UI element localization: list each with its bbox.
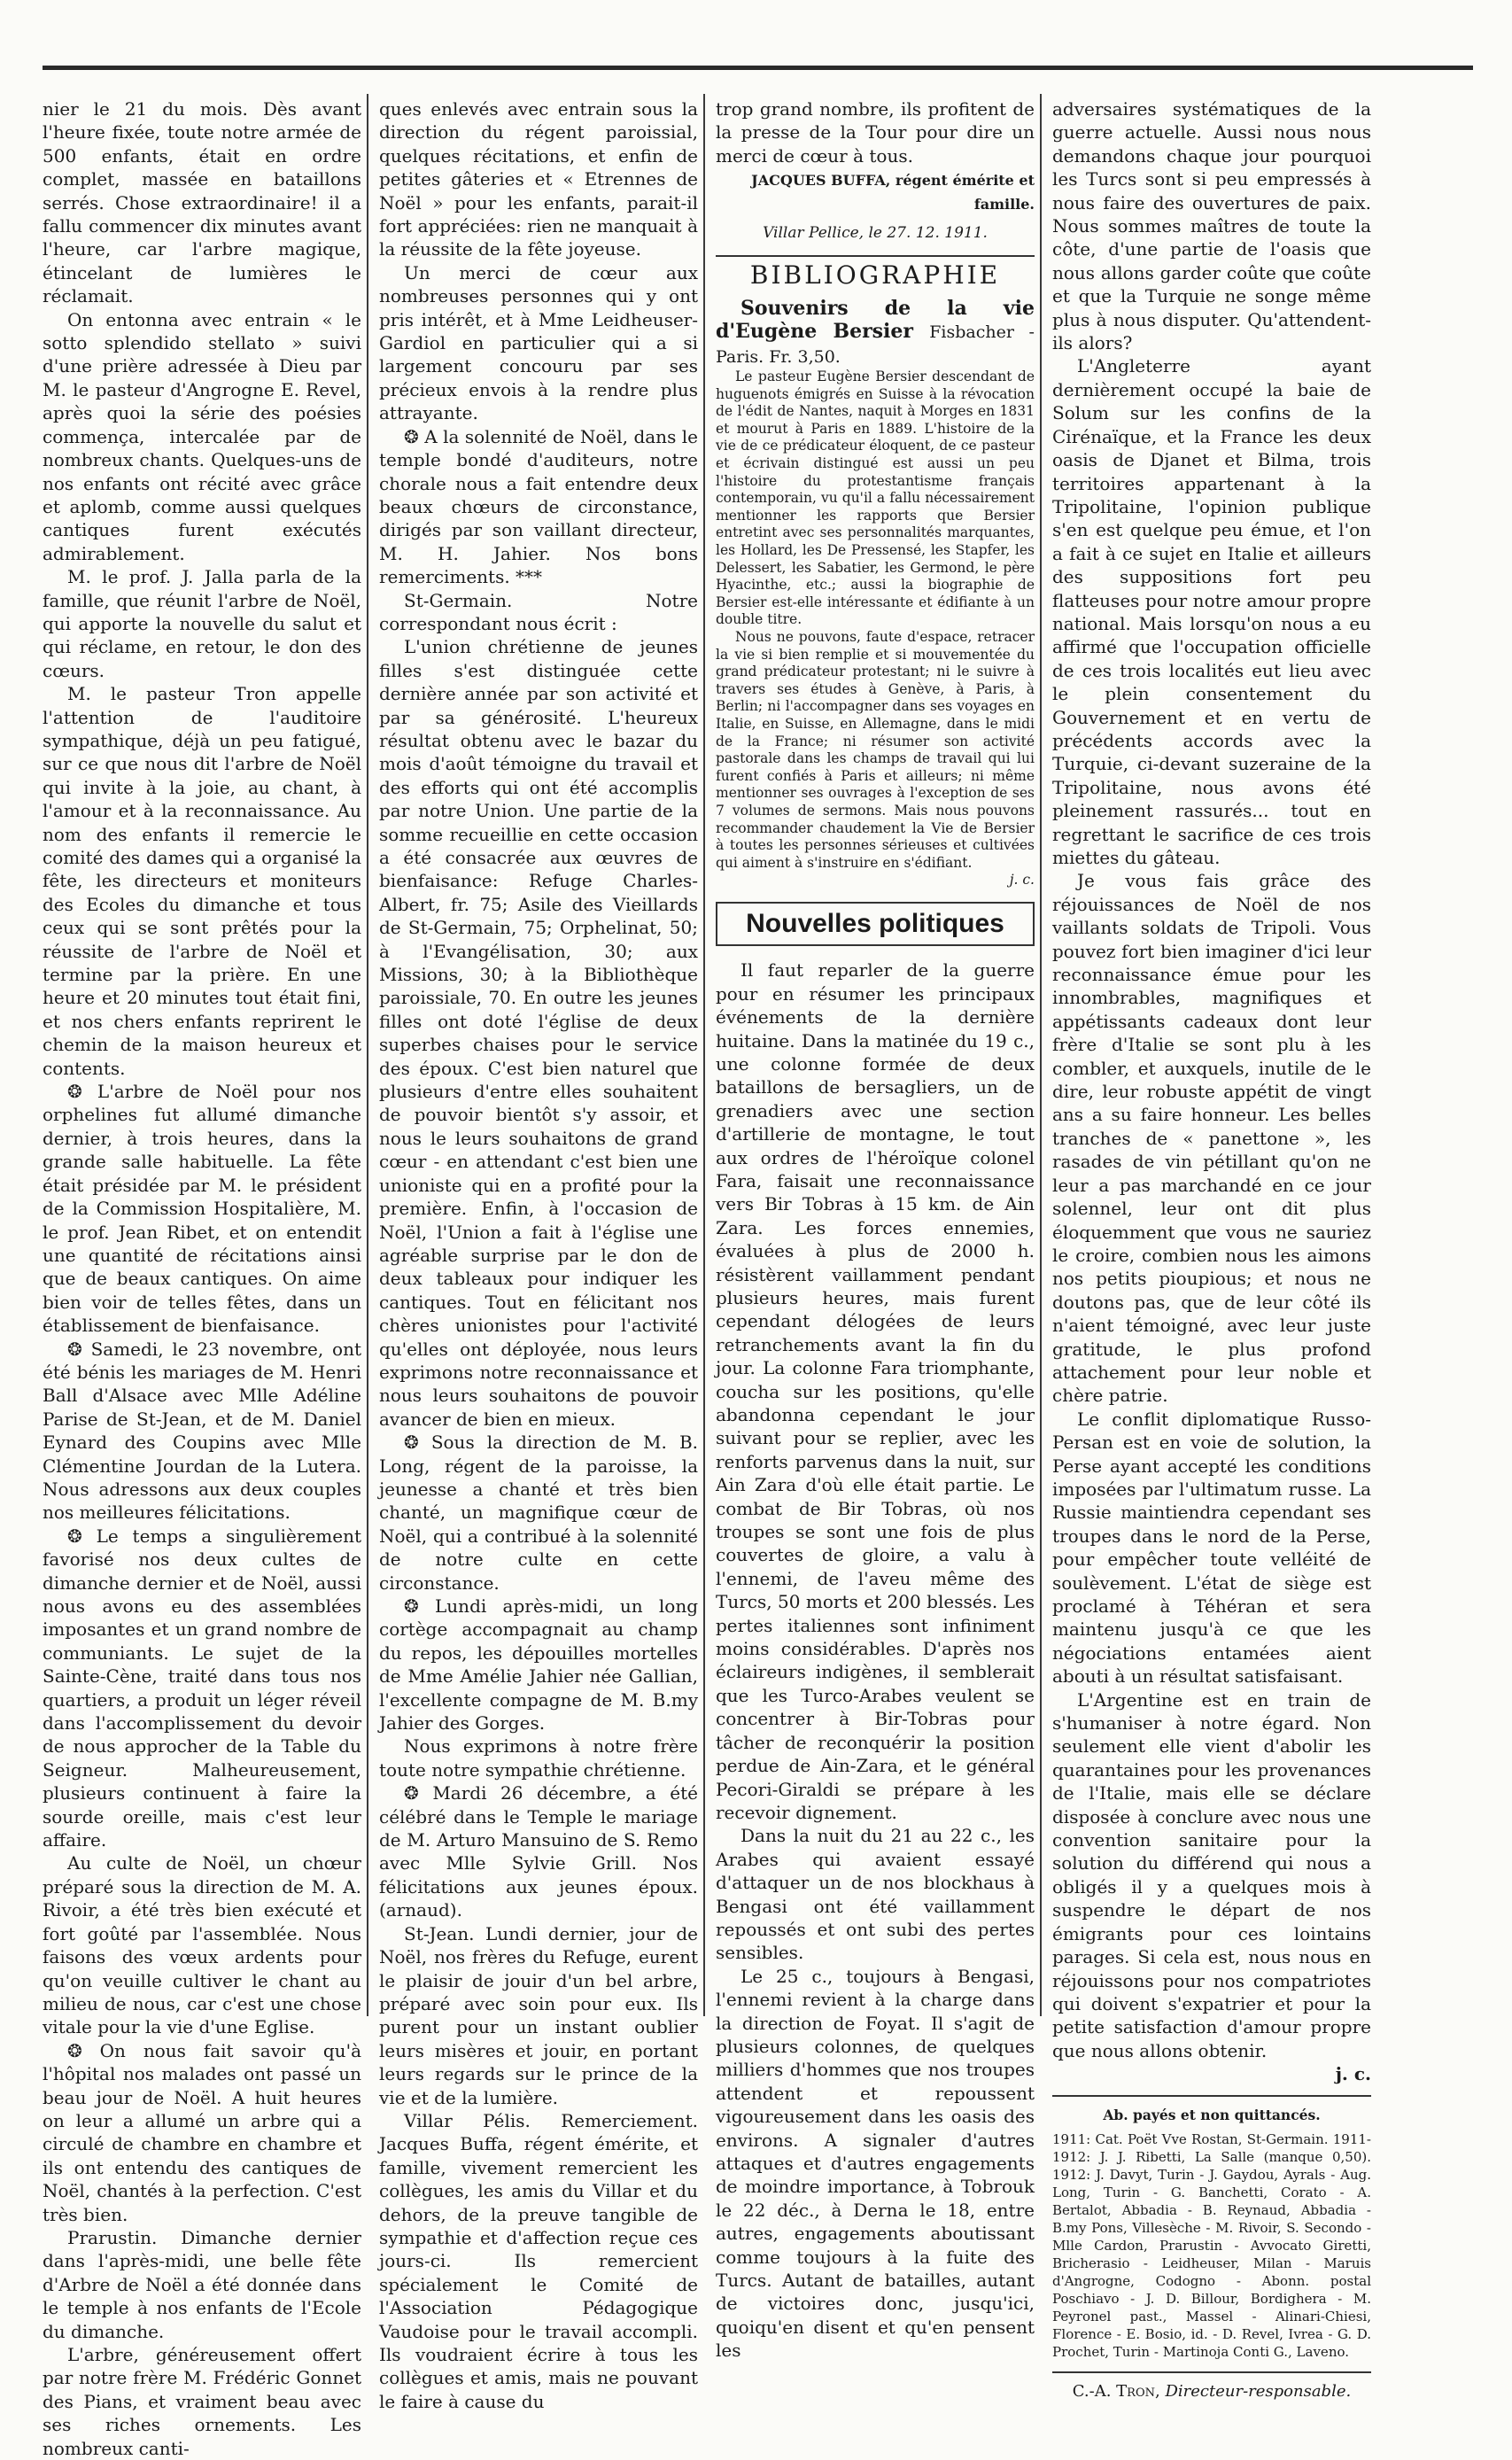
paragraph: Le 25 c., toujours à Bengasi, l'ennemi revient à la charge dans la direction de Foyat. Il s'agit de plusieurs colonnes, de quelques milliers d'hommes que nos troupes attendent et repoussent vigoureusement dans les oasis des environs. A signaler d'autres attaques et d'autres engagements de moindre importance, à Tobrouk le 22 déc., à Derna le 18, entre autres, engagements aboutissant comme toujours à la fuite des Turcs. Autant de batailles, autant de victoires donc, jusqu'ici, quoiqu'en disent et qu'en pensent les xyxy=(716,1965,1035,2362)
paragraph: Nous exprimons à notre frère toute notre sympathie chrétienne. xyxy=(379,1735,698,1781)
column-divider xyxy=(367,94,368,2016)
subscriptions-heading: Ab. payés et non quittancés. xyxy=(1052,2095,1371,2127)
paragraph: nier le 21 du mois. Dès avant l'heure fixée, toute notre armée de 500 enfants, était en ordre complet, massée en bataillons serrés. Chose extraordinaire! il a fallu commencer dix minutes avant l'heure, car l'arbre magique, étincelant de lumières le réclamait. xyxy=(43,98,361,307)
editor-signature xyxy=(1052,2371,1371,2403)
paragraph: ❂ Le temps a singulièrement favorisé nos deux cultes de dimanche dernier et de Noël, aussi nous avons eu des assemblées imposantes et un grand nombre de communiants. Le sujet de la Sainte-Cène, traité dans tous nos quartiers, a produit un léger réveil dans l'accomplissement du devoir de nous approcher de la Table du Seigneur. Malheureusement, plusieurs continuent à faire la sourde oreille, mais c'est leur affaire. xyxy=(43,1525,361,1851)
book-title: Souvenirs de la vie d'Eugène Bersier Fisbacher - Paris. Fr. 3,50. xyxy=(716,296,1035,367)
column-1 xyxy=(43,97,361,2460)
paragraph: Prarustin. Dimanche dernier dans l'après-midi, une belle fête d'Arbre de Noël a été donnée dans le temple à nos enfants de l'Ecole du dimanche. xyxy=(43,2226,361,2342)
paragraph: ❂ On nous fait savoir qu'à l'hôpital nos malades ont passé un beau jour de Noël. A huit heures on leur a allumé un arbre qui a circulé de chambre en chambre et ils ont entendu des cantiques de Noël, chantés à la perfection. C'est très bien. xyxy=(43,2039,361,2225)
paragraph: On entonna avec entrain « le sotto splendido stellato » suivi d'une prière adressée à Dieu par M. le pasteur d'Angrogne E. Revel, après quoi la série des poésies commença, intercalée par de nombreux chants. Quelques-uns de nos enfants ont récité avec grâce et aplomb, comme aussi quelques cantiques furent exécutés admirablement. xyxy=(43,308,361,564)
paragraph: Le pasteur Eugène Bersier descendant de huguenots émigrés en Suisse à la révocation de l'édit de Nantes, naquit à Morges en 1831 et mourut à Paris en 1889. L'histoire de la vie de ce prédicateur éloquent, de ce pasteur et écrivain distingué est aussi un peu l'histoire du protestantisme français contemporain, vu qu'il a fallu nécessairement mentionner les rapports que Bersier entretint avec ses personnalités marquantes, les Hollard, les De Pressensé, les Stapfer, les Delessert, les Sabatier, les Germond, le père Hyacinthe, etc.; aussi la biographie de Bersier est-elle intéressante et édifiante à un double titre. xyxy=(716,369,1035,628)
author-initials: j. c. xyxy=(1009,872,1035,889)
paragraph: L'arbre, généreusement offert par notre frère M. Frédéric Gonnet des Pians, et vraiment beau avec ses riches ornements. Les nombreux canti- xyxy=(43,2344,361,2459)
paragraph: St-Germain. Notre correspondant nous écrit : xyxy=(379,589,698,634)
paragraph: adversaires systématiques de la guerre actuelle. Aussi nous nous demandons chaque jour pourquoi les Turcs sont si peu empressés à nous faire des ouvertures de paix. Nous sommes maîtres de toute la côte, d'une partie de l'oasis que nous allons garder coûte que coûte et que la Turquie ne songe même plus à nous disputer. Qu'attendent-ils alors? xyxy=(1052,98,1371,354)
paragraph: ❂ Lundi après-midi, un long cortège accompagnait au champ du repos, les dépouilles mortelles de Mme Amélie Jahier née Gallian, l'excellente compagne de M. B.my Jahier des Gorges. xyxy=(379,1595,698,1734)
section-heading-politiques: Nouvelles politiques xyxy=(716,902,1035,946)
paragraph: St-Jean. Lundi dernier, jour de Noël, nos frères du Refuge, eurent le plaisir de jouir d'un bel arbre, préparé avec soin pour eux. Ils purent pour un instant oublier leurs misères et jouir, en portant leurs regards sur le prince de la vie et de la lumière. xyxy=(379,1922,698,2108)
top-rule xyxy=(43,66,1473,70)
paragraph: ❂ Samedi, le 23 novembre, ont été bénis les mariages de M. Henri Ball d'Alsace avec Mlle Adéline Parise de St-Jean, et de M. Daniel Eynard des Coupins avec Mlle Clémentine Jourdan de la Lutera. Nous adressons aux deux couples nos meilleures félicitations. xyxy=(43,1338,361,1524)
paragraph: ❂ L'arbre de Noël pour nos orphelines fut allumé dimanche dernier, à trois heures, dans la grande salle habituelle. La fête était présidée par M. le président de la Commission Hospitalière, M. le prof. Jean Ribet, et on entendit une quantité de récitations ainsi que de beaux cantiques. On aime bien voir de telles fêtes, dans un établissement de bienfaisance. xyxy=(43,1081,361,1337)
politics-text-continued xyxy=(1052,97,1371,2062)
paragraph: trop grand nombre, ils profitent de la presse de la Tour pour dire un merci de cœur à tous. xyxy=(716,98,1035,167)
politics-text xyxy=(716,958,1035,2362)
paragraph: Il faut reparler de la guerre pour en résumer les principaux événements de la dernière huitaine. Dans la matinée du 19 c., une colonne formée de deux bataillons de bersagliers, un de grenadiers avec une section d'artillerie de montagne, le tout aux ordres de l'héroïque colonel Fara, faisait une reconnaissance vers Bir Tobras à 15 km. de Ain Zara. Les forces ennemies, évaluées à plus de 2000 h. résistèrent vaillamment pendant plusieurs heures, mais furent cependant délogées de leurs retranchements avant la fin du jour. La colonne Fara triomphante, coucha sur les positions, qu'elle abandonna cependant le jour suivant pour se replier, avec les renforts parvenus dans la nuit, sur Ain Zara d'où elle était partie. Le combat de Bir Tobras, où nos troupes se sont une fois de plus couvertes de gloire, a valu à l'ennemi, de l'aveu même des Turcs, 50 morts et 200 blessés. Les pertes italiennes sont infiniment moins considérables. D'après nos éclaireurs indigènes, il semblerait que les Turco-Arabes veulent se concentrer à Bir-Tobras pour tâcher de reconquérir la position perdue de Ain-Zara, et le général Pecori-Giraldi se prépare à les recevoir dignement. xyxy=(716,959,1035,1823)
paragraph: Un merci de cœur aux nombreuses personnes qui y ont pris intérêt, et à Mme Leidheuser-Gardiol en particulier qui a si largement concouru par ses précieux envois à la rendre plus attrayante. xyxy=(379,261,698,424)
paragraph: ❂ Mardi 26 décembre, a été célébré dans le Temple le mariage de M. Arturo Mansuino de S. Remo avec Mlle Sylvie Grill. Nos félicitations aux jeunes époux. (arnaud). xyxy=(379,1782,698,1921)
author-initials: j. c. xyxy=(1335,2063,1371,2085)
column-4 xyxy=(1052,97,1371,2403)
paragraph: ques enlevés avec entrain sous la direction du régent paroissial, quelques récitations, et enfin de petites gâteries et « Etrennes de Noël » pour les enfants, parait-il fort appréciées: rien ne manquait à la réussite de la fête joyeuse. xyxy=(379,98,698,260)
paragraph: ❂ A la solennité de Noël, dans le temple bondé d'auditeurs, notre chorale nous a fait entendre deux beaux chœurs de circonstance, dirigés par son vaillant directeur, M. H. Jahier. Nos bons remerciments. *** xyxy=(379,425,698,588)
column-divider xyxy=(1040,94,1042,2016)
paragraph: M. le pasteur Tron appelle l'attention de l'auditoire sympathique, déjà un peu fatigué, sur ce que nous dit l'arbre de Noël qui invite à la joie, au chant, à l'amour et à la reconnaissance. Au nom des enfants il remercie le comité des dames qui a organisé la fête, les directeurs et moniteurs des Ecoles du dimanche et tous ceux qui se sont prêtés pour la réussite de l'arbre de Noël et termine par la prière. En une heure et 20 minutes tout était fini, et nos chers enfants reprirent le chemin de la maison heureux et contents. xyxy=(43,683,361,1079)
column-3 xyxy=(716,97,1035,2363)
signature-date: Villar Pellice, le 27. 12. 1911. xyxy=(763,224,988,243)
editor-role: Directeur-responsable. xyxy=(1165,2381,1352,2401)
paragraph: L'union chrétienne de jeunes filles s'est distinguée cette dernière année par son activité et par sa générosité. L'heureux résultat obtenu avec le bazar du mois d'août témoigne du travail et des efforts qui ont été accomplis par notre Union. Une partie de la somme recueillie en cette occasion a été consacrée aux œuvres de bienfaisance: Refuge Charles-Albert, fr. 75; Asile des Vieillards de St-Germain, 75; Orphelinat, 50; à l'Evangélisation, 30; aux Missions, 30; à la Bibliothèque paroissiale, 70. En outre les jeunes filles ont doté l'église de deux superbes chaises pour le service des époux. C'est bien naturel que plusieurs d'entre elles souhaitent de pouvoir bientôt s'y assoir, et nous le leurs souhaitons de grand cœur - en attendant c'est bien une unioniste qui en a profité pour la première. Enfin, à l'occasion de Noël, l'Union a fait à l'église une agréable surprise par le don de deux tableaux pour indiquer les cantiques. Tout en félicitant nos chères unionistes pour l'activité qu'elles ont déployée, nous leurs exprimons notre reconnaissance et nous leurs souhaitons de pouvoir avancer de bien en mieux. xyxy=(379,636,698,1430)
paragraph: Villar Pélis. Remerciement. Jacques Buffa, régent émérite, et famille, vivement remercient les collègues, les amis du Villar et du dehors, de la preuve tangible de sympathie et d'affection reçue ces jours-ci. Ils remercient spécialement le Comité de l'Association Pédagogique Vaudoise pour le travail accompli. Ils voudraient écrire à tous les collègues et amis, mais ne pouvant le faire à cause du xyxy=(379,2109,698,2412)
paragraph: M. le prof. J. Jalla parla de la famille, que réunit l'arbre de Noël, qui apporte la nouvelle du salut et qui réclame, en retour, le don des cœurs. xyxy=(43,566,361,681)
subscriptions-list: 1911: Cat. Poët Vve Rostan, St-Germain. 1911-1912: J. J. Ribetti, La Salle (manque 0,50). 1912: J. Davyt, Turin - J. Gaydou, Ayrals - Aug. Long, Turin - G. Banchetti, Corato - A. Bertalot, Abbadia - B. Reynaud, Abbadia - B.my Pons, Villesèche - M. Rivoir, S. Secondo - Mlle Cardon, Prarustin - Avvocato Giretti, Bricherasio - Leidheuser, Milan - Maruis d'Angrogne, Codogno - Abonn. postal Poschiavo - J. D. Billour, Bordighera - M. Peyronel past., Massel - Alinari-Chiesi, Florence - E. Bosio, id. - D. Revel, Ivrea - G. D. Prochet, Turin - Martinoja Conti G., Laveno. xyxy=(1052,2130,1371,2360)
paragraph: Le conflit diplomatique Russo-Persan est en voie de solution, la Perse ayant accepté les conditions imposées par l'ultimatum russe. La Russie maintiendra cependant ses troupes dans le nord de la Perse, pour empêcher toute velléité de soulèvement. L'état de siège est proclamé à Téhéran et sera maintenu jusqu'à ce que les négociations entamées aient abouti à un résultat satisfaisant. xyxy=(1052,1408,1371,1688)
paragraph: L'Angleterre ayant dernièrement occupé la baie de Solum sur les confins de la Cirénaïque, et la France les deux oasis de Djanet et Bilma, trois territoires appartenant à la Tripolitaine, l'opinion publique s'en est quelque peu émue, et l'on a fait à ce sujet en Italie et ailleurs des suppositions fort peu flatteuses pour notre amour propre national. Mais lorsqu'on nous a eu affirmé que l'occupation officielle de ces trois localités eut lieu avec le plein consentement du Gouvernement et en vertu de précédents accords avec la Turquie, ci-devant suzeraine de la Tripolitaine, nous avons été pleinement rassurés... tout en regrettant le sacrifice de ces trois miettes du gâteau. xyxy=(1052,355,1371,868)
column-2 xyxy=(379,97,698,2413)
book-publisher: Fisbacher - Paris. Fr. 3,50. xyxy=(716,322,1035,367)
column-divider xyxy=(703,94,705,2016)
bibliography-text xyxy=(716,369,1035,872)
paragraph: Nous ne pouvons, faute d'espace, retracer la vie si bien remplie et si mouvementée du grand prédicateur protestant; ni le suivre à travers ses études à Genève, à Paris, à Berlin; ni l'accompagner dans ses voyages en Italie, en Suisse, en Allemagne, dans le midi de la France; ni résumer son activité pastorale dans les champs de travail qui lui furent confiés à Paris et ailleurs; ni même mentionner ses ouvrages à l'exception de ses 7 volumes de sermons. Mais nous pouvons recommander chaudement la Vie de Bersier à toutes les personnes sérieuses et cultivées qui aiment à s'instruire en s'édifiant. xyxy=(716,628,1035,871)
editor-name: C.-A. Tron, xyxy=(1072,2381,1160,2401)
paragraph: ❂ Sous la direction de M. B. Long, régent de la paroisse, la jeunesse a chanté et très bien chanté, un magnifique cœur de Noël, qui a contribué à la solennité de notre culte en cette circonstance. xyxy=(379,1432,698,1594)
section-heading-bibliographie: BIBLIOGRAPHIE xyxy=(716,255,1035,287)
signature: JACQUES BUFFA, régent émérite et famille. xyxy=(751,172,1035,213)
paragraph: Au culte de Noël, un chœur préparé sous la direction de M. A. Rivoir, a été très bien exécuté et fort goûté par l'assemblée. Nous faisons des vœux ardents pour qu'on veuille cultiver le chant au milieu de nous, car c'est une chose vitale pour la vie d'une Eglise. xyxy=(43,1852,361,2038)
paragraph: Dans la nuit du 21 au 22 c., les Arabes qui avaient essayé d'attaquer un de nos blockhaus à Bengasi ont été vaillamment repoussés et ont subi des pertes sensibles. xyxy=(716,1825,1035,1964)
paragraph: Je vous fais grâce des réjouissances de Noël de nos vaillants soldats de Tripoli. Vous pouvez fort bien imaginer d'ici leur reconnaissance émue pour les innombrables, magnifiques et appétissants cadeaux dont leur frère d'Italie se sont plu à les combler, et auxquels, inutile de le dire, leur robuste appétit de vingt ans a su faire honneur. Les belles tranches de « panettone », les rasades de vin pétillant qu'on ne leur a pas marchandé en ce jour solennel, leur ont dit plus éloquemment que vous ne sauriez le croire, combien nous les aimons nos petits pioupious; et nous ne doutons pas, que de leur côté ils n'aient témoigné, avec leur juste gratitude, le plus profond attachement pour leur noble et chère patrie. xyxy=(1052,870,1371,1407)
paragraph: L'Argentine est en train de s'humaniser à notre égard. Non seulement elle vient d'abolir les quarantaines pour les provenances de l'Italie, mais elle se déclare disposée à conclure avec nous une convention sanitaire pour la solution du différend qui nous a obligés il y a quelques mois à suspendre le départ de nos émigrants pour ces lointains parages. Si cela est, nous nous en réjouissons pour nos compatriotes qui doivent s'expatrier et pour la petite satisfaction d'amour propre que nous allons obtenir. xyxy=(1052,1688,1371,2061)
